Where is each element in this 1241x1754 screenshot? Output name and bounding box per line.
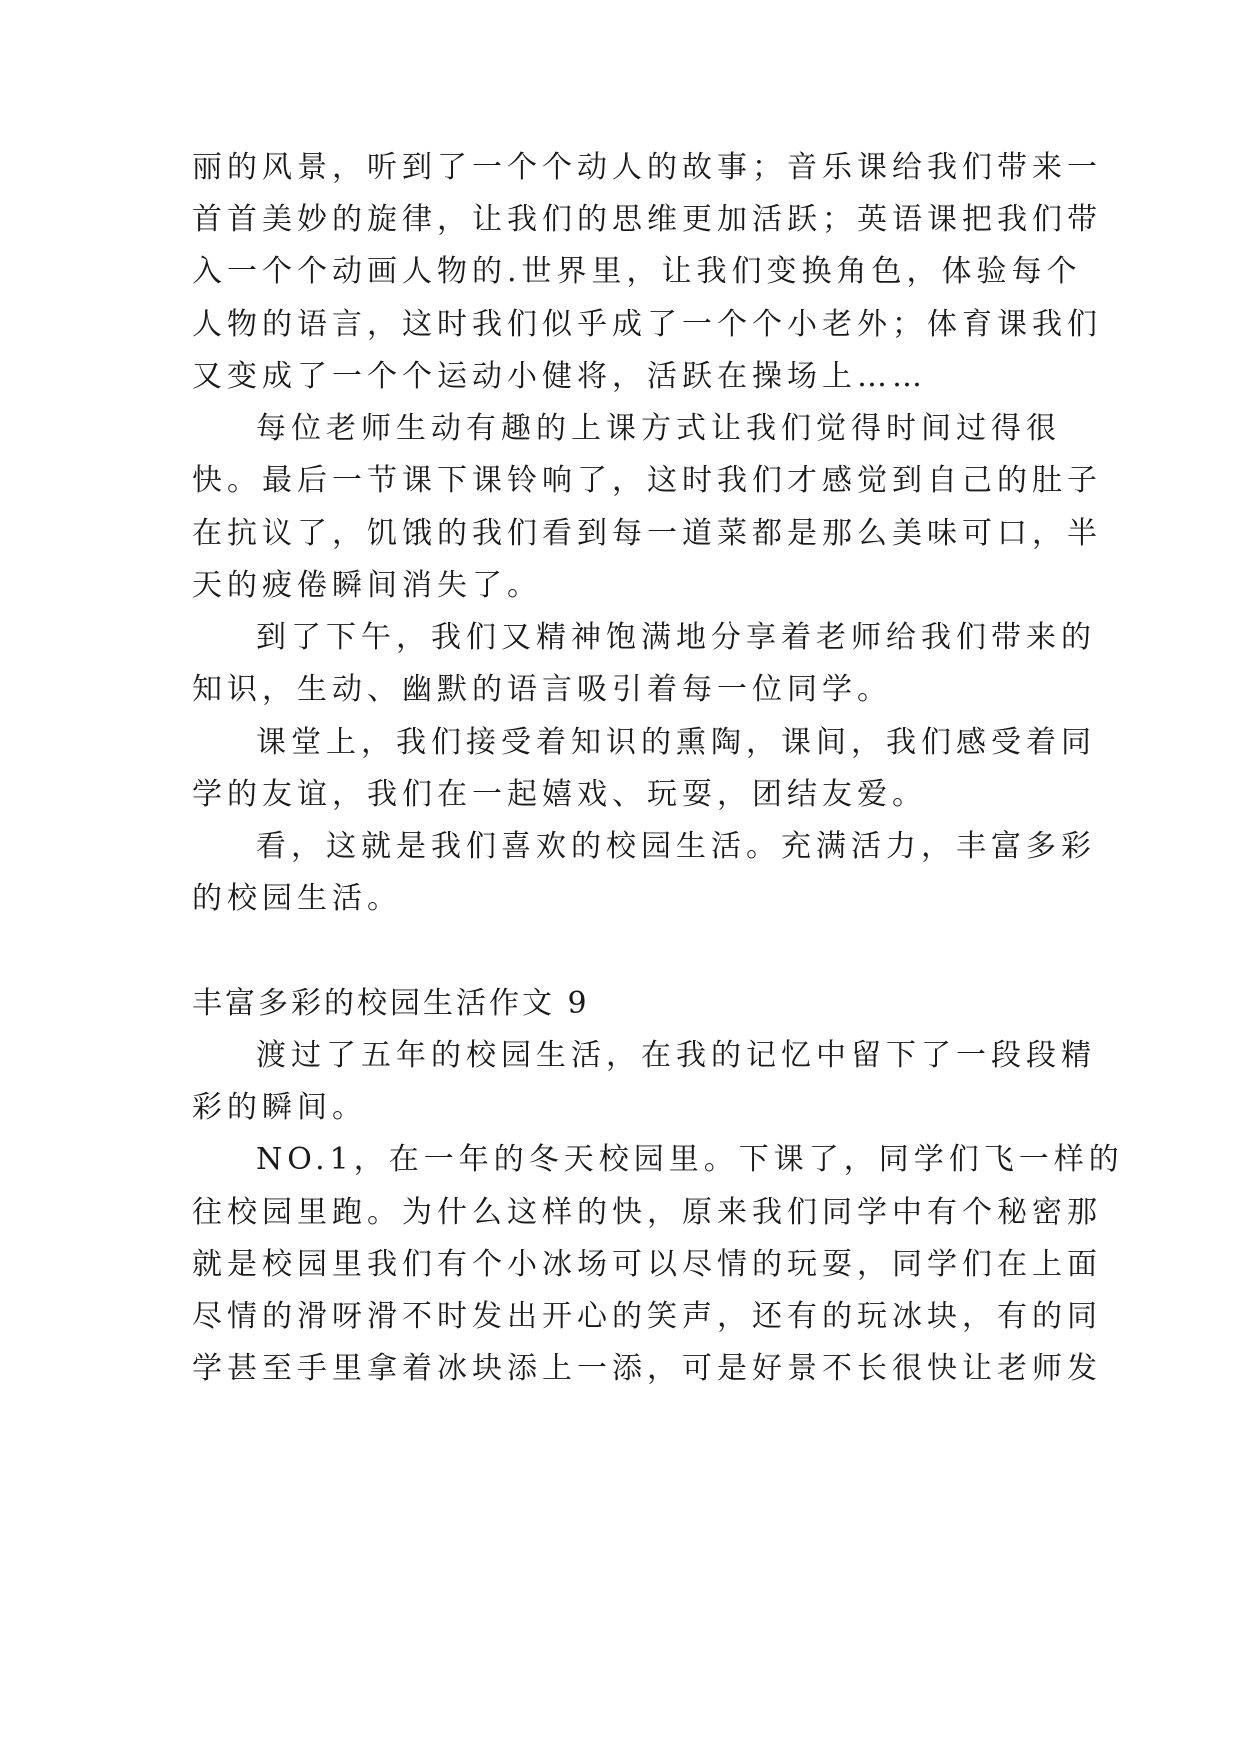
paragraph-line: 丽的风景，听到了一个个动人的故事；音乐课给我们带来一 (192, 150, 1102, 185)
paragraph-line: 往校园里跑。为什么这样的快，原来我们同学中有个秘密那 (192, 1195, 1102, 1230)
paragraph-line: 到了下午，我们又精神饱满地分享着老师给我们带来的 (256, 620, 1096, 655)
paragraph-line: 入一个个动画人物的.世界里，让我们变换角色，体验每个 (192, 254, 1082, 289)
paragraph-line: 学甚至手里拿着冰块添上一添，可是好景不长很快让老师发 (192, 1351, 1102, 1386)
paragraph-line: 每位老师生动有趣的上课方式让我们觉得时间过得很 (256, 411, 1061, 446)
paragraph-line: NO.1，在一年的冬天校园里。下课了，同学们飞一样的 (256, 1142, 1124, 1177)
paragraph-line: 就是校园里我们有个小冰场可以尽情的玩耍，同学们在上面 (192, 1247, 1102, 1282)
paragraph-line: 又变成了一个个运动小健将，活跃在操场上…… (192, 359, 927, 394)
paragraph-line: 天的疲倦瞬间消失了。 (192, 568, 542, 603)
paragraph-line: 快。最后一节课下课铃响了，这时我们才感觉到自己的肚子 (192, 463, 1102, 498)
paragraph-line: 知识，生动、幽默的语言吸引着每一位同学。 (192, 672, 892, 707)
paragraph-line: 人物的语言，这时我们似乎成了一个个小老外；体育课我们 (192, 307, 1102, 342)
paragraph-line: 渡过了五年的校园生活，在我的记忆中留下了一段段精 (256, 1038, 1096, 1073)
paragraph-line: 看，这就是我们喜欢的校园生活。充满活力，丰富多彩 (256, 829, 1096, 864)
paragraph-line: 首首美妙的旋律，让我们的思维更加活跃；英语课把我们带 (192, 202, 1102, 237)
paragraph-line: 的校园生活。 (192, 881, 402, 916)
paragraph-line: 在抗议了，饥饿的我们看到每一道菜都是那么美味可口，半 (192, 516, 1102, 551)
paragraph-line: 彩的瞬间。 (192, 1090, 367, 1125)
paragraph-line: 学的友谊，我们在一起嬉戏、玩耍，团结友爱。 (192, 777, 927, 812)
paragraph-line: 尽情的滑呀滑不时发出开心的笑声，还有的玩冰块，有的同 (192, 1299, 1102, 1334)
paragraph-line: 课堂上，我们接受着知识的熏陶，课间，我们感受着同 (256, 725, 1096, 760)
section-title: 丰富多彩的校园生活作文 9 (192, 986, 590, 1021)
